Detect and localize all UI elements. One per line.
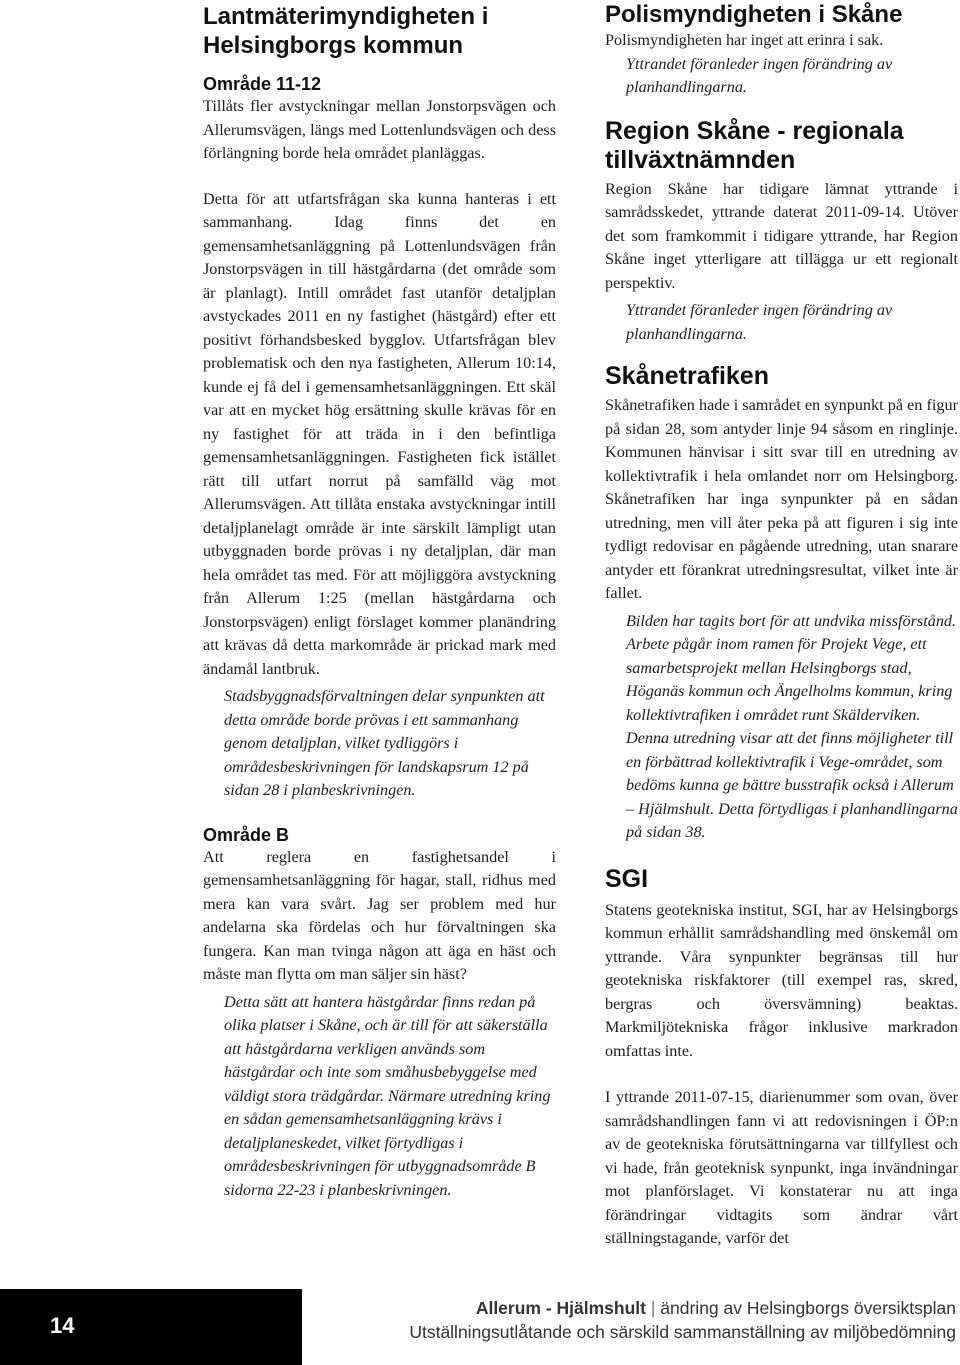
paragraph: Statens geotekniska institut, SGI, har av Helsingborgs kommun erhållit samrådshandling med önskemål om yttrande. Våra synpunkter begränsas till hur geotekniska riskfaktorer (till exempel ras, skred, bergras och översvämning) beaktas. Markmiljötekniska frågor inklusive markradon omfattas inte. [605, 900, 958, 1060]
response-paragraph: Bilden har tagits bort för att undvika missförstånd. Arbete pågår inom ramen för Projekt Vege, ett samarbetsprojekt mellan Helsingborgs stad, Höganäs kommun och Ängelholms kommun, kring kollektivtrafiken i området runt Skälderviken. Denna utredning visar att det finns möjligheter till en förbättrad kollektivtrafik i Vege-området, som bedöms kunna ge bättre busstrafik också i Allerum – Hjälmshult. Detta förtydligas i planhandlingarna på sidan 38. [626, 611, 958, 841]
footer-title [476, 1298, 956, 1319]
section-heading-sgi: SGI [605, 864, 649, 893]
section-heading-polismyndigheten: Polismyndigheten i Skåne [605, 1, 903, 28]
page-footer [0, 1289, 960, 1365]
footer-title-rest: ändring av Helsingborgs översiktsplan [660, 1298, 956, 1318]
section-heading-skanetrafiken: Skånetrafiken [605, 362, 769, 390]
paragraph: Att reglera en fastighetsandel i gemensamhetsanläggning för hagar, stall, ridhus med mera kan vara svårt. Jag ser problem med hur andelarna ska fördelas och hur förvaltningen ska fungera. Kan man tvinga någon att äga en häst och måste man flytta om man säljer sin häst? [203, 847, 556, 983]
paragraph: Tillåts fler avstyckningar mellan Jonstorpsvägen och Allerumsvägen, längs med Lottenlundsvägen och dess förlängning borde hela området planläggas. [203, 97, 556, 162]
response-paragraph: Stadsbyggnadsförvaltningen delar synpunkten att detta område borde prövas i ett sammanhang genom detaljplan, vilket tydliggörs i områdesbeskrivningen för landskapsrum 12 på sidan 28 i planbeskrivningen. [224, 687, 545, 799]
paragraph: Region Skåne har tidigare lämnat yttrande i samrådsskedet, yttrande daterat 2011-09-14. Utöver det som framkommit i tidigare yttrande, har Region Skåne inget ytterligare att tillägga ur ett regionalt perspektiv. [605, 179, 958, 292]
subheading-omrade-b: Område B [203, 824, 290, 845]
subheading-omrade-11-12: Område 11-12 [203, 74, 322, 94]
left-column [203, 0, 556, 1202]
response-paragraph: Yttrandet föranleder ingen förändring av planhandlingarna. [626, 54, 893, 96]
paragraph: Detta för att utfartsfrågan ska kunna hanteras i ett sammanhang. Idag finns det en gemensamhetsanläggning på Lottenlundsvägen från Jonstorpsvägen in till hästgårdarna (det område som är planlagt). Intill området fast utanför detaljplan avstyckades 2011 en ny fastighet (hästgård) efter ett positivt förhandsbesked bygglov. Utfartsfrågan blev problematisk och den nya fastigheten, Allerum 10:14, kunde ej få del i gemensamhetsanläggningen. Ett skäl var att en mycket hög ersättning skulle krävas för en ny fastighet för att träda in i den befintliga gemensamhetsanläggningen. Fastigheten fick istället rätt till utfart norrut på samfälld väg mot Allerumsvägen. Att tillåta enstaka avstyckningar intill detaljplanelagt område är inte särskilt lämpligt utan utbyggnaden borde prövas i ny detaljplan, där man hela området tas med. För att möjliggöra avstyckning från Allerum 1:25 (mellan hästgårdarna och Jonstorpsvägen) enligt förslaget kommer planändring att krävas då detta markområde är prickad mark med ändamål lantbruk. [203, 189, 556, 678]
page-number: 14 [50, 1313, 75, 1338]
paragraph: Polismyndigheten har inget att erinra i sak. [605, 31, 884, 49]
right-column [605, 0, 958, 1251]
section-heading-region-skane: Region Skåne - regionala tillväxtnämnden [605, 116, 904, 174]
response-paragraph: Yttrandet föranleder ingen förändring av planhandlingarna. [626, 301, 893, 343]
footer-title-bold: Allerum - Hjälmshult [475, 1298, 646, 1318]
paragraph: Skånetrafiken hade i samrådet en synpunkt på en figur på sidan 28, som antyder linje 94 såsom en ringlinje. Kommunen hänvisar i sitt svar till en utredning av kollektivtrafik i hela omlandet norr om Helsingborg. Skånetrafiken har inga synpunkter på en sådan utredning, men vill åter peka på att figuren i sig inte tydligt redovisar en pågående utredning, utan snarare antyder ett förankrat utredningsresultat, vilket inte är fallet. [605, 396, 958, 602]
page-number-box [0, 1289, 302, 1365]
footer-subtitle: Utställningsutlåtande och särskild sammanställning av miljöbedömning [409, 1322, 956, 1342]
response-paragraph: Detta sätt att hantera hästgårdar finns redan på olika platser i Skåne, och är till för att säkerställa att hästgårdarna verkligen används som hästgårdar och inte som småhusbebyggelse med väldigt stora trädgårdar. Närmare utredning kring en sådan gemensamhetsanläggning krävs i detaljplaneskedet, vilket förtydligas i områdesbeskrivningen för utbyggnadsområde B sidorna 22-23 i planbeskrivningen. [224, 992, 551, 1199]
section-heading-lantmateri: Lantmäterimyndigheten i Helsingborgs kommun [203, 3, 489, 59]
footer-separator: | [650, 1298, 656, 1318]
paragraph: I yttrande 2011-07-15, diarienummer som ovan, över samrådshandlingen fann vi att redovisningen i ÖP:n av de geotekniska förutsättningarna var tillfyllest och vi hade, från geoteknisk synpunkt, inga invändningar mot planförslaget. Vi konstaterar nu att inga förändringar vidtagits som ändrar vårt ställningstagande, varför det [605, 1088, 958, 1247]
